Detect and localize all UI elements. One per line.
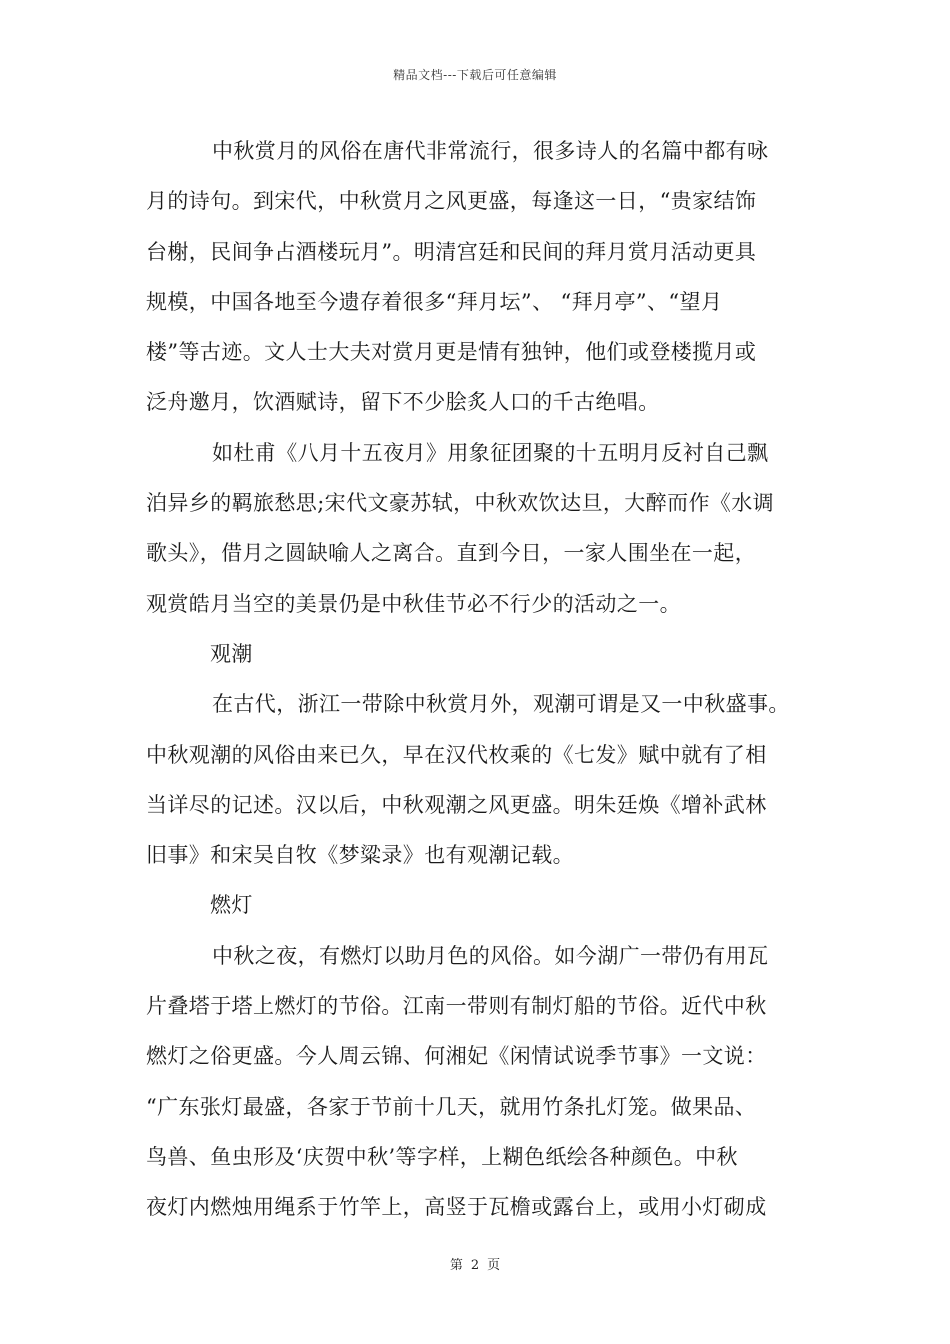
paragraph-line: 规模，中国各地至今遗存着很多“拜月坛”、 “拜月亭”、“望月 <box>146 289 723 314</box>
paragraph-line: 中秋之夜，有燃灯以助月色的风俗。如今湖广一带仍有用瓦 <box>212 943 769 968</box>
paragraph-line: 如杜甫《八月十五夜月》用象征团聚的十五明月反衬自己飘 <box>212 440 769 465</box>
paragraph-line: 旧事》和宋吴自牧《梦粱录》也有观潮记载。 <box>146 843 574 868</box>
paragraph-line: “广东张灯最盛，各家于节前十几天，就用竹条扎灯笼。做果品、 <box>146 1094 757 1119</box>
paragraph-line: 当详尽的记述。汉以后，中秋观潮之风更盛。明朱廷焕《增补武林 <box>146 792 767 817</box>
paragraph-line: 月的诗句。到宋代，中秋赏月之风更盛，每逢这一日，“贵家结饰 <box>146 189 757 214</box>
section-heading: 燃灯 <box>210 893 253 918</box>
paragraph-line: 观赏皓月当空的美景仍是中秋佳节必不行少的活动之一。 <box>146 591 681 616</box>
paragraph-line: 鸟兽、鱼虫形及‘庆贺中秋’等字样，上糊色纸绘各种颜色。中秋 <box>146 1144 738 1169</box>
page-footer <box>0 1254 950 1273</box>
paragraph-line: 片叠塔于塔上燃灯的节俗。江南一带则有制灯船的节俗。近代中秋 <box>146 994 767 1019</box>
paragraph-line: 歌头》，借月之圆缺喻人之离合。直到今日，一家人围坐在一起， <box>146 541 757 566</box>
page-header: 精品文档---下载后可任意编辑 <box>393 68 557 82</box>
paragraph-line: 夜灯内燃烛用绳系于竹竿上，高竖于瓦檐或露台上，或用小灯砌成 <box>146 1195 767 1220</box>
paragraph-line: 在古代，浙江一带除中秋赏月外，观潮可谓是又一中秋盛事。 <box>212 692 790 717</box>
page-number: 2 <box>470 1258 480 1273</box>
page-number-prefix: 第 <box>449 1258 463 1273</box>
paragraph-line: 泛舟邀月，饮酒赋诗，留下不少脍炙人口的千古绝唱。 <box>146 390 660 415</box>
page-number-suffix: 页 <box>487 1258 501 1273</box>
paragraph-line: 中秋观潮的风俗由来已久，早在汉代枚乘的《七发》赋中就有了相 <box>146 742 767 767</box>
paragraph-line: 中秋赏月的风俗在唐代非常流行，很多诗人的名篇中都有咏 <box>212 139 769 163</box>
document-body <box>146 129 811 1236</box>
paragraph-line: 楼”等古迹。文人士大夫对赏月更是情有独钟，他们或登楼揽月或 <box>146 340 757 365</box>
paragraph-line: 台榭，民间争占酒楼玩月”。明清宫廷和民间的拜月赏月活动更具 <box>146 239 757 264</box>
paragraph-line: 泊异乡的羁旅愁思;宋代文豪苏轼，中秋欢饮达旦，大醉而作《水调 <box>146 491 775 516</box>
section-heading: 观潮 <box>210 641 253 666</box>
paragraph-line: 燃灯之俗更盛。今人周云锦、何湘妃《闲情试说季节事》一文说： <box>146 1044 767 1069</box>
